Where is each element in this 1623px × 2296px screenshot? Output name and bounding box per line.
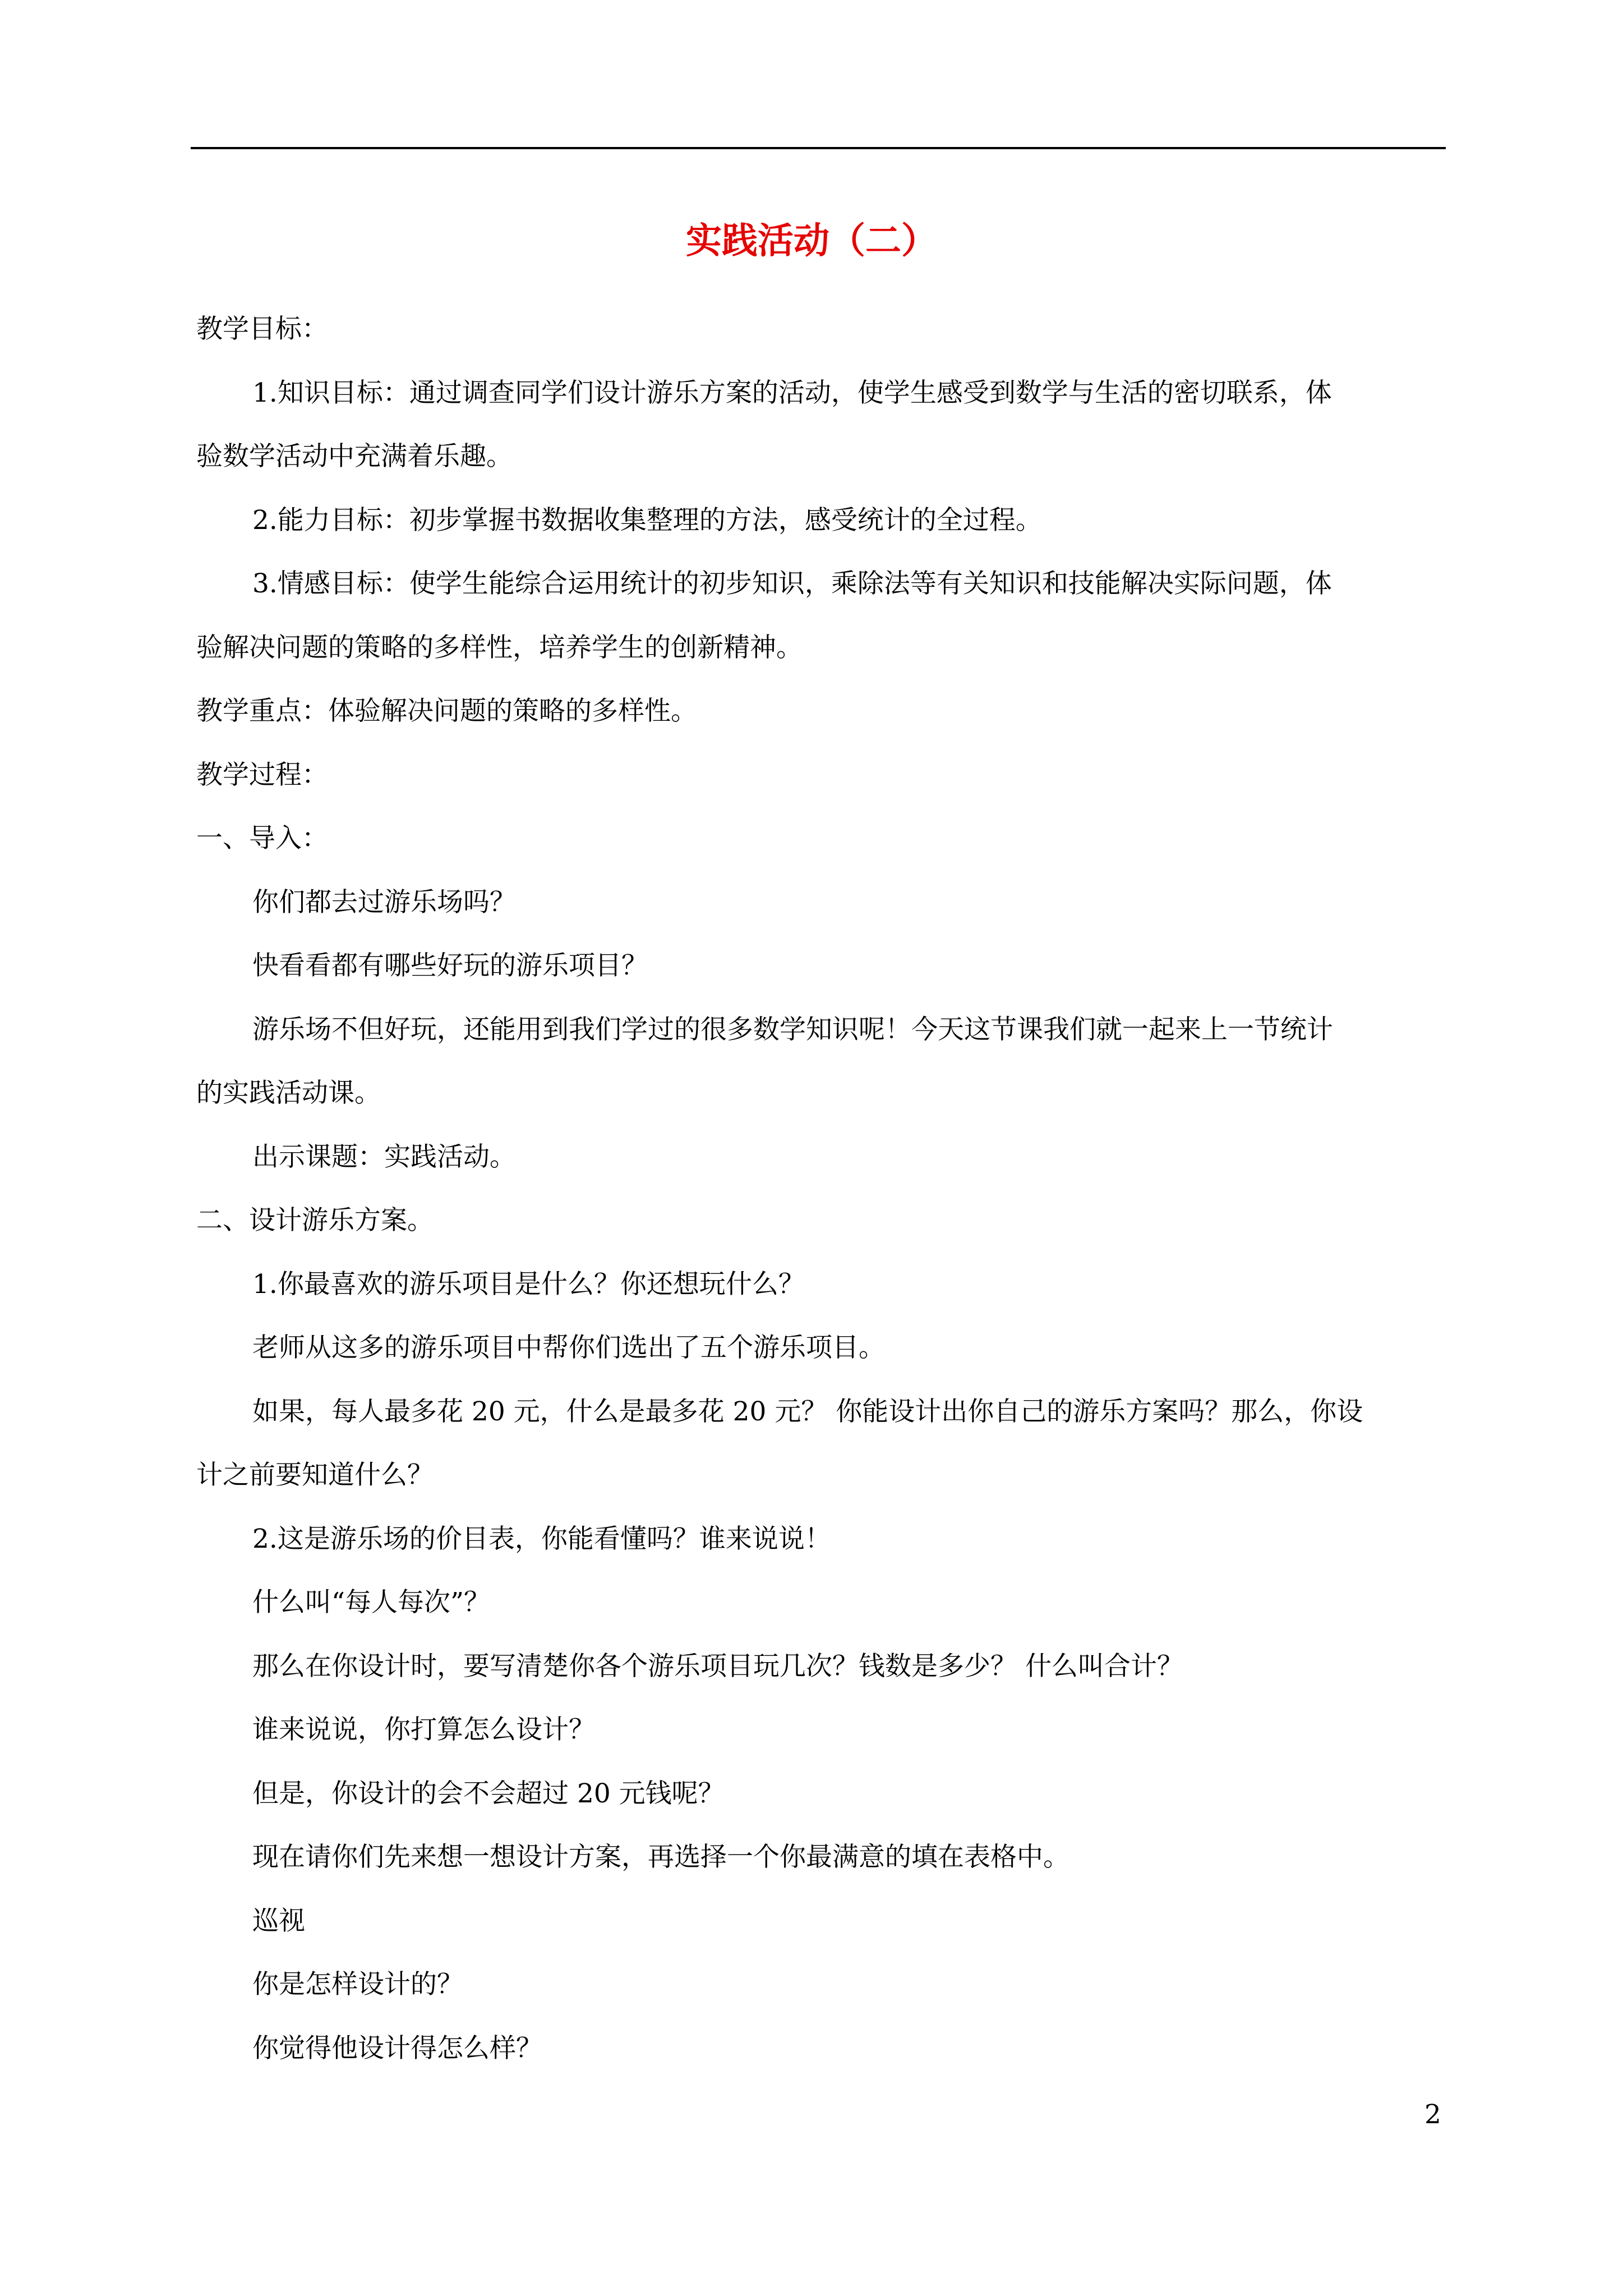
line-heading-goals: 教学目标： bbox=[196, 314, 328, 344]
line-design-write-clearly: 那么在你设计时，要写清楚你各个游乐项目玩几次？钱数是多少？ 什么叫合计？ bbox=[252, 1650, 1183, 1682]
line-goal-ability: 2.能力目标：初步掌握书数据收集整理的方法，感受统计的全过程。 bbox=[252, 504, 1042, 536]
document-body bbox=[196, 297, 1447, 2080]
header-rule bbox=[191, 147, 1446, 149]
line-goal-emotion-cont: 验解决问题的策略的多样性，培养学生的创新精神。 bbox=[196, 632, 803, 663]
line-design-q1: 1.你最喜欢的游乐项目是什么？你还想玩什么？ bbox=[252, 1268, 805, 1300]
line-design-patrol: 巡视 bbox=[252, 1905, 305, 1936]
line-design-evaluate: 你觉得他设计得怎么样？ bbox=[252, 2032, 542, 2064]
line-design-per-person: 什么叫“每人每次”？ bbox=[252, 1587, 491, 1618]
line-design-price-list: 2.这是游乐场的价目表，你能看懂吗？谁来说说！ bbox=[252, 1523, 831, 1554]
line-show-topic: 出示课题：实践活动。 bbox=[252, 1141, 516, 1172]
line-design-over-budget: 但是，你设计的会不会超过 20 元钱呢？ bbox=[252, 1778, 725, 1809]
line-heading-process: 教学过程： bbox=[196, 759, 328, 790]
page-title: 实践活动（二） bbox=[686, 220, 937, 262]
line-intro-paragraph: 游乐场不但好玩，还能用到我们学过的很多数学知识呢！今天这节课我们就一起来上一节统计 bbox=[252, 1014, 1333, 1045]
page-number: 2 bbox=[1424, 2099, 1441, 2130]
line-intro-q2: 快看看都有哪些好玩的游乐项目？ bbox=[252, 950, 648, 981]
line-design-how: 你是怎样设计的？ bbox=[252, 1969, 463, 2000]
line-design-who-explains: 谁来说说，你打算怎么设计？ bbox=[252, 1714, 595, 1745]
line-design-teacher: 老师从这多的游乐项目中帮你们选出了五个游乐项目。 bbox=[252, 1332, 885, 1363]
line-section-design: 二、设计游乐方案。 bbox=[196, 1205, 434, 1236]
line-design-budget-cont: 计之前要知道什么？ bbox=[196, 1460, 434, 1490]
line-intro-paragraph-cont: 的实践活动课。 bbox=[196, 1078, 381, 1108]
line-goal-knowledge-cont: 验数学活动中充满着乐趣。 bbox=[196, 441, 513, 472]
line-section-intro: 一、导入： bbox=[196, 823, 328, 854]
line-key-point: 教学重点：体验解决问题的策略的多样性。 bbox=[196, 696, 697, 726]
line-intro-q1: 你们都去过游乐场吗？ bbox=[252, 886, 516, 918]
line-goal-emotion: 3.情感目标：使学生能综合运用统计的初步知识，乘除法等有关知识和技能解决实际问题，体 bbox=[252, 568, 1332, 599]
line-goal-knowledge: 1.知识目标：通过调查同学们设计游乐方案的活动，使学生感受到数学与生活的密切联系，体 bbox=[252, 377, 1332, 408]
line-design-fill-table: 现在请你们先来想一想设计方案，再选择一个你最满意的填在表格中。 bbox=[252, 1842, 1069, 1872]
line-design-budget: 如果，每人最多花 20 元，什么是最多花 20 元？ 你能设计出你自己的游乐方案吗？那么，你设 bbox=[252, 1396, 1363, 1427]
